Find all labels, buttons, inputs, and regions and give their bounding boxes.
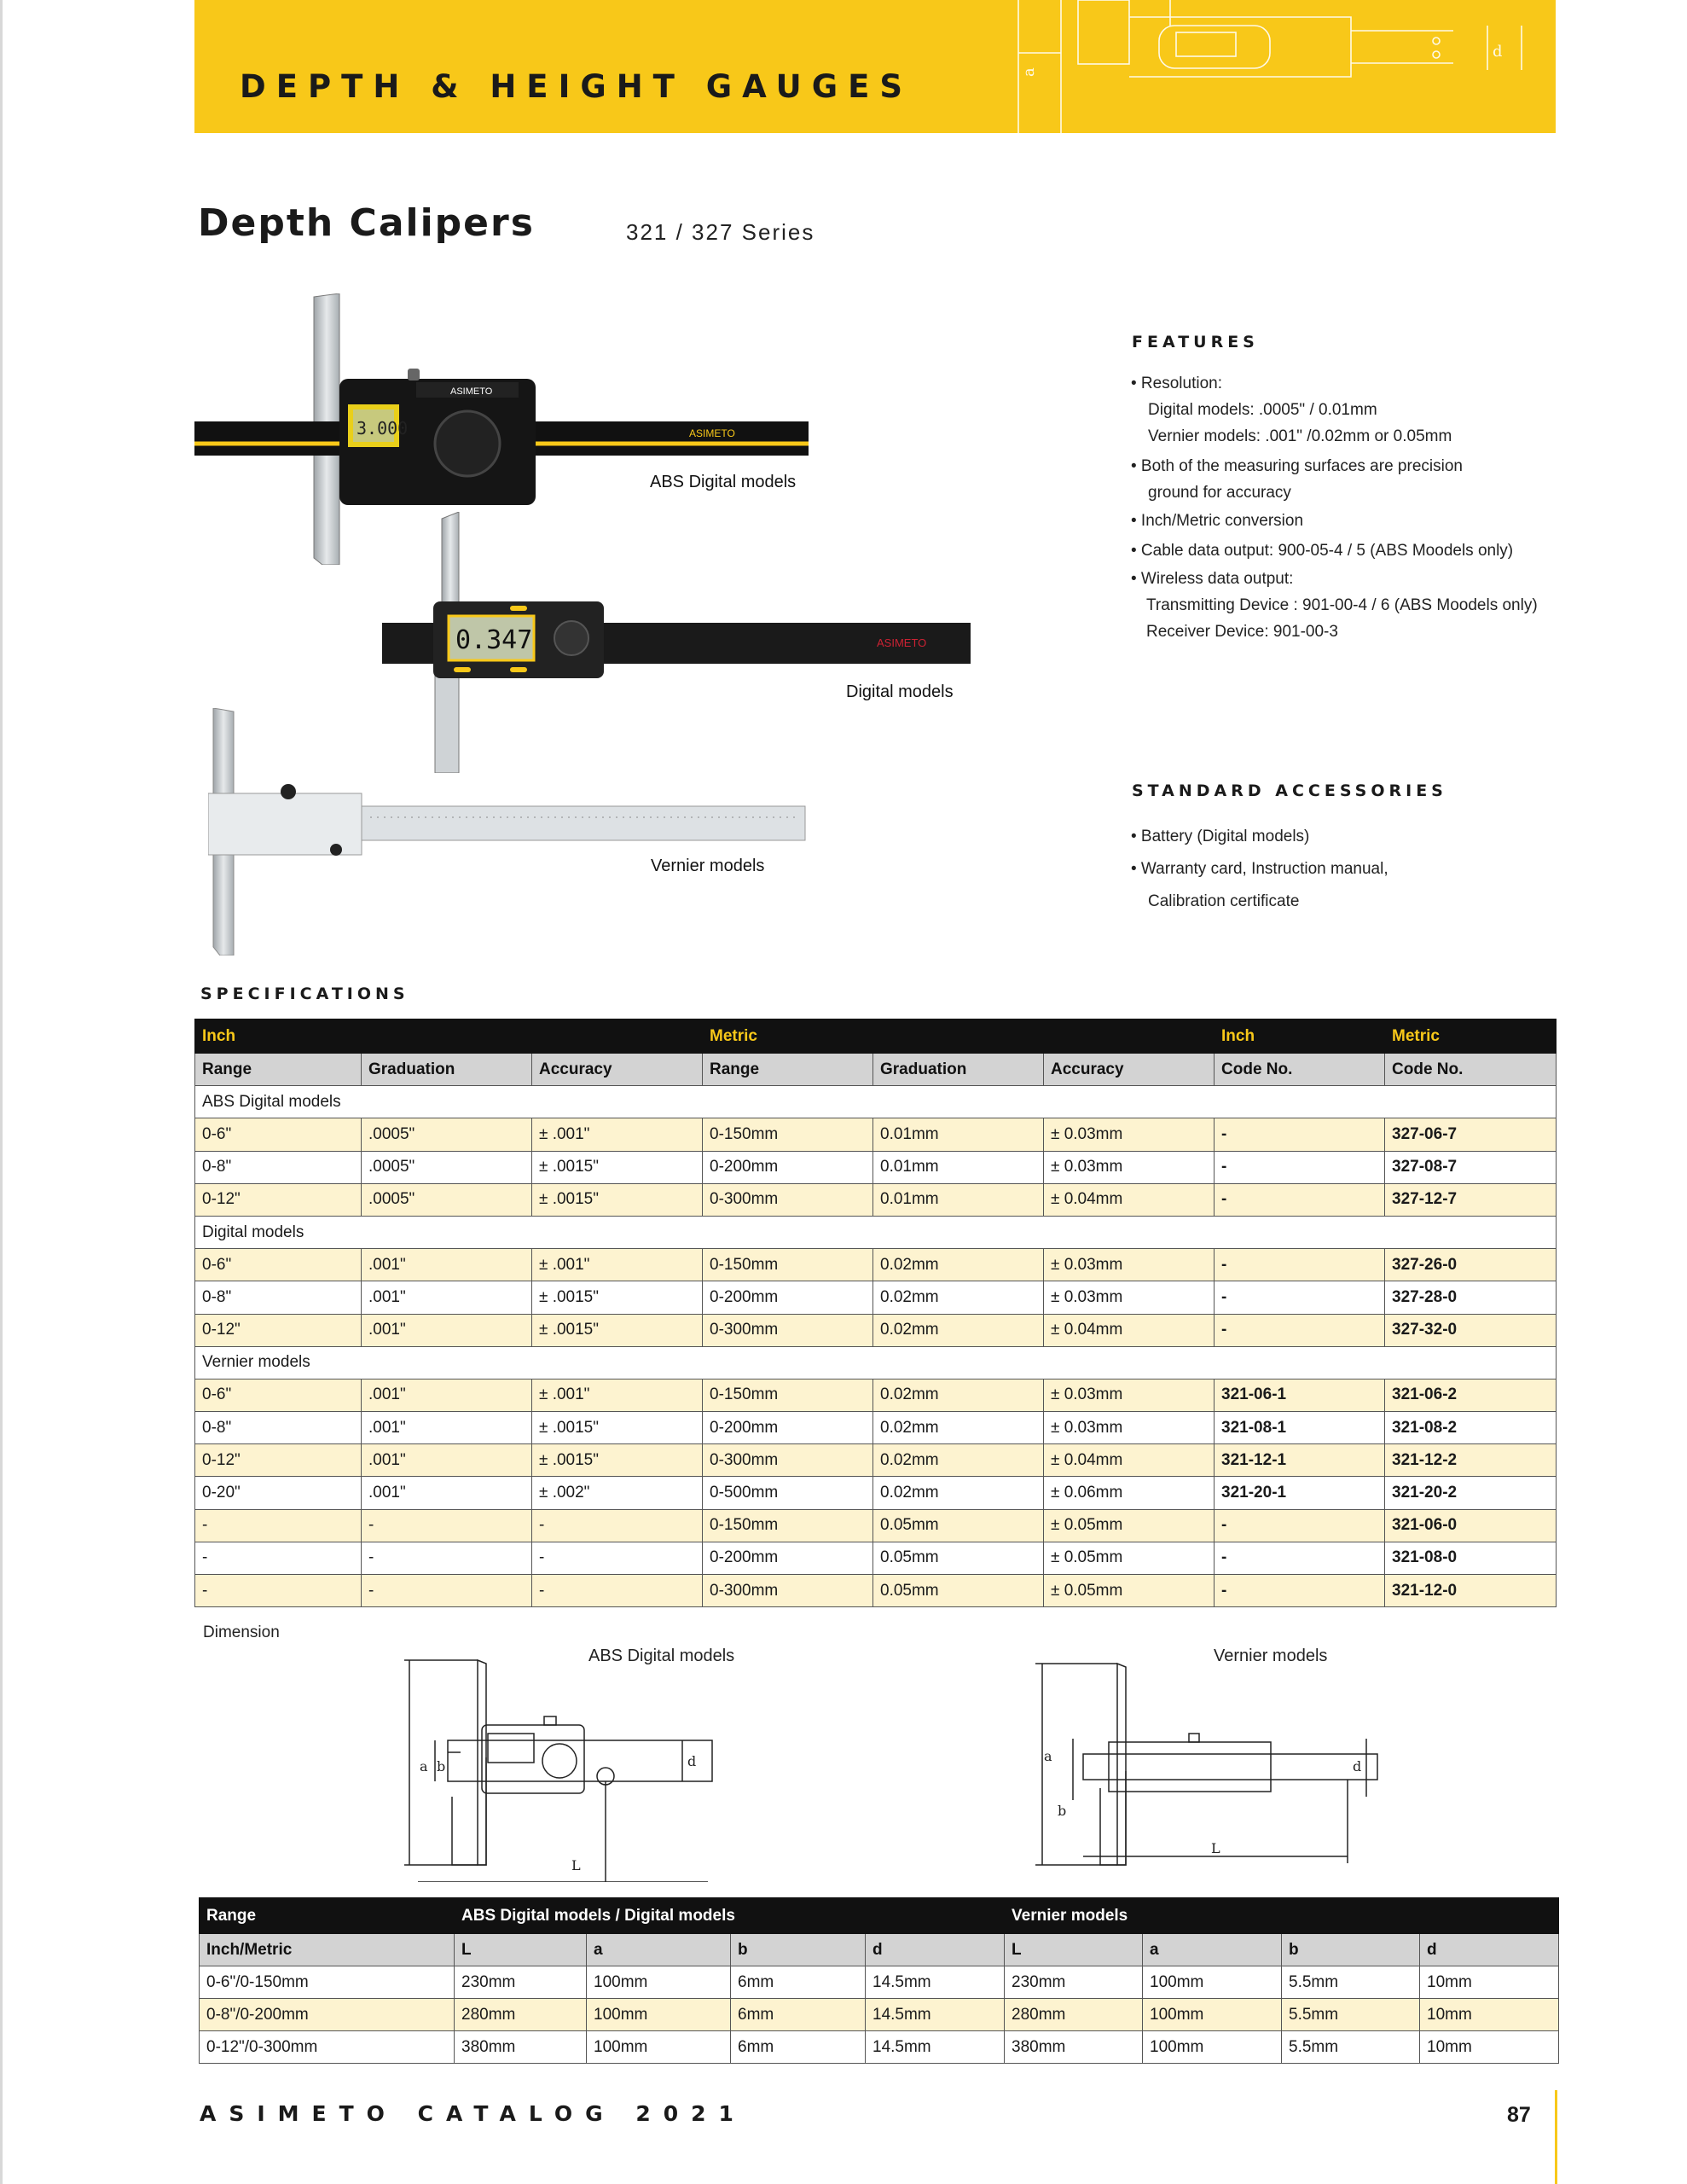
table-cell: 0-8" xyxy=(195,1151,362,1183)
dimension-abs-caption: ABS Digital models xyxy=(588,1647,735,1665)
table-row xyxy=(195,1314,1557,1346)
table-cell: 6mm xyxy=(731,2031,866,2064)
dim-col-header: L xyxy=(1005,1934,1143,1966)
dimension-table xyxy=(199,1897,1559,2064)
table-cell: 14.5mm xyxy=(866,1999,1005,2031)
table-cell: 0-6"/0-150mm xyxy=(200,1966,455,1999)
table-cell: ± 0.04mm xyxy=(1044,1183,1215,1216)
table-cell: 230mm xyxy=(1005,1966,1143,1999)
table-cell: 5.5mm xyxy=(1282,1999,1420,2031)
feature-item: • Resolution: xyxy=(1131,375,1222,392)
table-cell: 321-12-1 xyxy=(1215,1444,1385,1477)
feature-item: Receiver Device: 901-00-3 xyxy=(1146,623,1338,641)
table-row xyxy=(195,1542,1557,1574)
table-cell: 14.5mm xyxy=(866,1966,1005,1999)
spec-group-label: Digital models xyxy=(195,1216,1557,1248)
table-row xyxy=(195,1444,1557,1477)
spec-unit-header-row xyxy=(195,1019,1557,1054)
table-row xyxy=(200,1966,1559,1999)
table-cell: 0.01mm xyxy=(873,1183,1044,1216)
table-cell: - xyxy=(532,1542,703,1574)
table-cell: 100mm xyxy=(587,1966,731,1999)
table-cell: 280mm xyxy=(455,1999,587,2031)
table-cell: 6mm xyxy=(731,1999,866,2031)
dim-col-header: L xyxy=(455,1934,587,1966)
table-cell: 0-6" xyxy=(195,1379,362,1411)
table-cell: ± 0.04mm xyxy=(1044,1314,1215,1346)
dim-col-header: Inch/Metric xyxy=(200,1934,455,1966)
table-cell: - xyxy=(1215,1575,1385,1607)
table-cell: .001" xyxy=(362,1314,532,1346)
table-cell: 0.02mm xyxy=(873,1249,1044,1281)
table-cell: .001" xyxy=(362,1379,532,1411)
table-cell: 0-8" xyxy=(195,1412,362,1444)
table-cell: - xyxy=(362,1542,532,1574)
table-cell: 0.02mm xyxy=(873,1314,1044,1346)
table-cell: ± 0.05mm xyxy=(1044,1575,1215,1607)
page-edge-rule xyxy=(0,0,3,2184)
table-cell: 327-06-7 xyxy=(1385,1118,1557,1151)
digital-display-readout: 0.347 xyxy=(455,625,533,655)
table-row xyxy=(195,1249,1557,1281)
abs-brand-label: ASIMETO xyxy=(450,386,493,397)
table-cell: ± .0015" xyxy=(532,1183,703,1216)
table-cell: ± .001" xyxy=(532,1118,703,1151)
table-cell: .0005" xyxy=(362,1151,532,1183)
dim-vernier-header: Vernier models xyxy=(1005,1898,1559,1934)
caption-abs-digital: ABS Digital models xyxy=(650,473,797,491)
table-cell: - xyxy=(1215,1249,1385,1281)
feature-item: Vernier models: .001" /0.02mm or 0.05mm xyxy=(1148,427,1452,445)
dim-range-header: Range xyxy=(200,1898,455,1934)
table-cell: .0005" xyxy=(362,1183,532,1216)
table-cell: 327-26-0 xyxy=(1385,1249,1557,1281)
table-cell: 380mm xyxy=(455,2031,587,2064)
table-cell: 0-200mm xyxy=(703,1542,873,1574)
header-letter-a: a xyxy=(1020,67,1038,77)
table-cell: ± 0.03mm xyxy=(1044,1249,1215,1281)
table-cell: - xyxy=(195,1575,362,1607)
header-letter-d: d xyxy=(1493,43,1503,61)
table-cell: 327-32-0 xyxy=(1385,1314,1557,1346)
table-cell: 280mm xyxy=(1005,1999,1143,2031)
table-cell: 327-28-0 xyxy=(1385,1281,1557,1314)
spec-group-row xyxy=(195,1086,1557,1118)
abs-dimension-drawing xyxy=(401,1652,716,1882)
table-cell: 5.5mm xyxy=(1282,2031,1420,2064)
page-title: Depth Calipers xyxy=(198,201,535,245)
section-header-band xyxy=(194,0,1556,133)
vernier-dim-letter-b: b xyxy=(1058,1803,1067,1819)
table-cell: 6mm xyxy=(731,1966,866,1999)
abs-dim-letter-L: L xyxy=(571,1857,581,1873)
table-cell: ± 0.03mm xyxy=(1044,1379,1215,1411)
table-row xyxy=(195,1118,1557,1151)
feature-item: ground for accuracy xyxy=(1148,484,1291,502)
feature-item: Digital models: .0005" / 0.01mm xyxy=(1148,401,1377,419)
table-cell: 0-150mm xyxy=(703,1249,873,1281)
accessory-item: • Warranty card, Instruction manual, xyxy=(1131,860,1388,878)
table-cell: 0.02mm xyxy=(873,1444,1044,1477)
table-row xyxy=(200,1999,1559,2031)
accessories-list xyxy=(1131,821,1557,918)
table-cell: 0-150mm xyxy=(703,1379,873,1411)
table-cell: 100mm xyxy=(1143,1999,1282,2031)
table-cell: 0-150mm xyxy=(703,1509,873,1542)
table-cell: ± 0.03mm xyxy=(1044,1412,1215,1444)
table-cell: 0.02mm xyxy=(873,1412,1044,1444)
table-cell: ± 0.03mm xyxy=(1044,1151,1215,1183)
table-cell: 5.5mm xyxy=(1282,1966,1420,1999)
table-cell: - xyxy=(1215,1509,1385,1542)
table-cell: 0.01mm xyxy=(873,1118,1044,1151)
dim-col-header: a xyxy=(1143,1934,1282,1966)
table-cell: - xyxy=(1215,1542,1385,1574)
table-cell: 0-12"/0-300mm xyxy=(200,2031,455,2064)
table-cell: 0.05mm xyxy=(873,1509,1044,1542)
table-cell: ± .002" xyxy=(532,1477,703,1509)
digital-scale-brand: ASIMETO xyxy=(877,636,927,649)
table-cell: 100mm xyxy=(1143,1966,1282,1999)
accessory-item: Calibration certificate xyxy=(1148,892,1300,910)
abs-dim-letter-b: b xyxy=(437,1758,446,1774)
caption-digital: Digital models xyxy=(846,682,954,701)
table-cell: ± .001" xyxy=(532,1379,703,1411)
table-cell: 10mm xyxy=(1420,2031,1559,2064)
spec-code-inch-header: Inch xyxy=(1215,1019,1385,1054)
table-cell: - xyxy=(362,1509,532,1542)
table-cell: 14.5mm xyxy=(866,2031,1005,2064)
page-subtitle: 321 / 327 Series xyxy=(626,219,815,245)
table-cell: 0-20" xyxy=(195,1477,362,1509)
dim-group-header-row xyxy=(200,1898,1559,1934)
footer-catalog-text: ASIMETO CATALOG 2021 xyxy=(200,2101,746,2126)
accessory-item: • Battery (Digital models) xyxy=(1131,828,1310,845)
table-cell: ± 0.03mm xyxy=(1044,1281,1215,1314)
table-cell: ± 0.05mm xyxy=(1044,1542,1215,1574)
table-cell: 0-12" xyxy=(195,1183,362,1216)
table-cell: 321-20-1 xyxy=(1215,1477,1385,1509)
specifications-heading: SPECIFICATIONS xyxy=(200,985,409,1003)
abs-scale-brand: ASIMETO xyxy=(689,427,735,439)
spec-group-label: Vernier models xyxy=(195,1346,1557,1379)
dim-col-header: b xyxy=(731,1934,866,1966)
col-header: Code No. xyxy=(1385,1054,1557,1086)
vernier-dim-letter-L: L xyxy=(1211,1840,1220,1856)
table-cell: - xyxy=(1215,1281,1385,1314)
col-header: Graduation xyxy=(873,1054,1044,1086)
col-header: Range xyxy=(195,1054,362,1086)
table-cell: - xyxy=(195,1509,362,1542)
table-cell: 0-200mm xyxy=(703,1412,873,1444)
caption-vernier: Vernier models xyxy=(651,857,765,875)
spec-code-metric-header: Metric xyxy=(1385,1019,1557,1054)
dimension-label: Dimension xyxy=(203,1623,280,1641)
table-cell: 327-12-7 xyxy=(1385,1183,1557,1216)
table-cell: 0.01mm xyxy=(873,1151,1044,1183)
table-row xyxy=(195,1575,1557,1607)
col-header: Accuracy xyxy=(532,1054,703,1086)
table-cell: 0.02mm xyxy=(873,1281,1044,1314)
table-row xyxy=(195,1477,1557,1509)
vernier-dimension-drawing xyxy=(1032,1660,1390,1882)
dim-col-header: d xyxy=(866,1934,1005,1966)
features-heading: FEATURES xyxy=(1132,333,1259,351)
spec-column-header-row xyxy=(195,1054,1557,1086)
spec-group-label: ABS Digital models xyxy=(195,1086,1557,1118)
table-row xyxy=(195,1379,1557,1411)
table-cell: 0-12" xyxy=(195,1444,362,1477)
header-caliper-drawing xyxy=(1010,0,1556,133)
table-cell: - xyxy=(532,1575,703,1607)
table-cell: 0-12" xyxy=(195,1314,362,1346)
table-cell: 0-500mm xyxy=(703,1477,873,1509)
abs-dim-letter-a: a xyxy=(420,1758,428,1774)
table-cell: .001" xyxy=(362,1412,532,1444)
table-cell: 0.05mm xyxy=(873,1575,1044,1607)
table-cell: 0-200mm xyxy=(703,1151,873,1183)
accessories-heading: STANDARD ACCESSORIES xyxy=(1132,781,1447,800)
dim-col-header: b xyxy=(1282,1934,1420,1966)
table-cell: 0-150mm xyxy=(703,1118,873,1151)
table-cell: 327-08-7 xyxy=(1385,1151,1557,1183)
table-cell: .001" xyxy=(362,1249,532,1281)
section-title: DEPTH & HEIGHT GAUGES xyxy=(240,68,913,105)
table-cell: ± 0.05mm xyxy=(1044,1509,1215,1542)
table-cell: - xyxy=(1215,1314,1385,1346)
spec-metric-header: Metric xyxy=(703,1019,1215,1054)
spec-group-row xyxy=(195,1346,1557,1379)
table-cell: 321-06-0 xyxy=(1385,1509,1557,1542)
table-cell: ± 0.06mm xyxy=(1044,1477,1215,1509)
feature-item: • Inch/Metric conversion xyxy=(1131,512,1304,530)
features-list xyxy=(1131,370,1609,645)
page-number: 87 xyxy=(1507,2103,1531,2127)
specifications-table xyxy=(194,1019,1557,1607)
feature-item: • Both of the measuring surfaces are precision xyxy=(1131,457,1463,475)
abs-display-readout: 3.000 xyxy=(357,418,409,439)
table-cell: 321-06-1 xyxy=(1215,1379,1385,1411)
table-cell: 0-6" xyxy=(195,1118,362,1151)
table-row xyxy=(195,1151,1557,1183)
col-header: Accuracy xyxy=(1044,1054,1215,1086)
table-cell: ± .0015" xyxy=(532,1444,703,1477)
spec-group-row xyxy=(195,1216,1557,1248)
table-cell: ± 0.04mm xyxy=(1044,1444,1215,1477)
dim-col-header: d xyxy=(1420,1934,1559,1966)
feature-item: • Wireless data output: xyxy=(1131,570,1294,588)
table-cell: 230mm xyxy=(455,1966,587,1999)
col-header: Code No. xyxy=(1215,1054,1385,1086)
table-cell: .001" xyxy=(362,1444,532,1477)
table-cell: 100mm xyxy=(587,2031,731,2064)
col-header: Graduation xyxy=(362,1054,532,1086)
vernier-dim-letter-a: a xyxy=(1044,1748,1052,1764)
dim-abs-header: ABS Digital models / Digital models xyxy=(455,1898,1005,1934)
vernier-dim-letter-d: d xyxy=(1353,1758,1362,1774)
col-header: Range xyxy=(703,1054,873,1086)
table-cell: 10mm xyxy=(1420,1999,1559,2031)
dim-column-header-row xyxy=(200,1934,1559,1966)
table-cell: 0-300mm xyxy=(703,1183,873,1216)
table-row xyxy=(195,1509,1557,1542)
table-cell: .001" xyxy=(362,1281,532,1314)
table-cell: 0-200mm xyxy=(703,1281,873,1314)
table-cell: 380mm xyxy=(1005,2031,1143,2064)
table-cell: 100mm xyxy=(1143,2031,1282,2064)
spec-inch-header: Inch xyxy=(195,1019,703,1054)
table-cell: 0-8"/0-200mm xyxy=(200,1999,455,2031)
table-cell: ± .0015" xyxy=(532,1314,703,1346)
table-cell: 321-08-1 xyxy=(1215,1412,1385,1444)
table-cell: 0.02mm xyxy=(873,1379,1044,1411)
page-number-rule xyxy=(1555,2090,1557,2184)
table-cell: 10mm xyxy=(1420,1966,1559,1999)
table-cell: ± .0015" xyxy=(532,1412,703,1444)
table-cell: ± 0.03mm xyxy=(1044,1118,1215,1151)
table-cell: - xyxy=(1215,1118,1385,1151)
table-cell: 0-300mm xyxy=(703,1314,873,1346)
table-cell: ± .001" xyxy=(532,1249,703,1281)
table-cell: - xyxy=(1215,1183,1385,1216)
table-row xyxy=(200,2031,1559,2064)
table-cell: - xyxy=(195,1542,362,1574)
table-cell: ± .0015" xyxy=(532,1151,703,1183)
table-cell: - xyxy=(1215,1151,1385,1183)
vernier-caliper-image xyxy=(208,708,819,956)
table-cell: 321-12-0 xyxy=(1385,1575,1557,1607)
table-cell: 321-20-2 xyxy=(1385,1477,1557,1509)
table-cell: 0.05mm xyxy=(873,1542,1044,1574)
table-row xyxy=(195,1281,1557,1314)
feature-item: Transmitting Device : 901-00-4 / 6 (ABS Moodels only) xyxy=(1146,596,1538,614)
table-cell: 0-300mm xyxy=(703,1575,873,1607)
table-row xyxy=(195,1183,1557,1216)
table-cell: .001" xyxy=(362,1477,532,1509)
table-cell: 0.02mm xyxy=(873,1477,1044,1509)
table-cell: 321-06-2 xyxy=(1385,1379,1557,1411)
dim-col-header: a xyxy=(587,1934,731,1966)
table-cell: 0-8" xyxy=(195,1281,362,1314)
table-cell: 0-300mm xyxy=(703,1444,873,1477)
table-cell: .0005" xyxy=(362,1118,532,1151)
table-cell: 100mm xyxy=(587,1999,731,2031)
table-cell: 0-6" xyxy=(195,1249,362,1281)
table-cell: 321-12-2 xyxy=(1385,1444,1557,1477)
table-cell: - xyxy=(532,1509,703,1542)
abs-dim-letter-d: d xyxy=(687,1753,697,1769)
table-cell: - xyxy=(362,1575,532,1607)
dimension-vernier-caption: Vernier models xyxy=(1214,1647,1328,1665)
table-cell: ± .0015" xyxy=(532,1281,703,1314)
table-cell: 321-08-0 xyxy=(1385,1542,1557,1574)
table-row xyxy=(195,1412,1557,1444)
table-cell: 321-08-2 xyxy=(1385,1412,1557,1444)
feature-item: • Cable data output: 900-05-4 / 5 (ABS Moodels only) xyxy=(1131,542,1514,560)
